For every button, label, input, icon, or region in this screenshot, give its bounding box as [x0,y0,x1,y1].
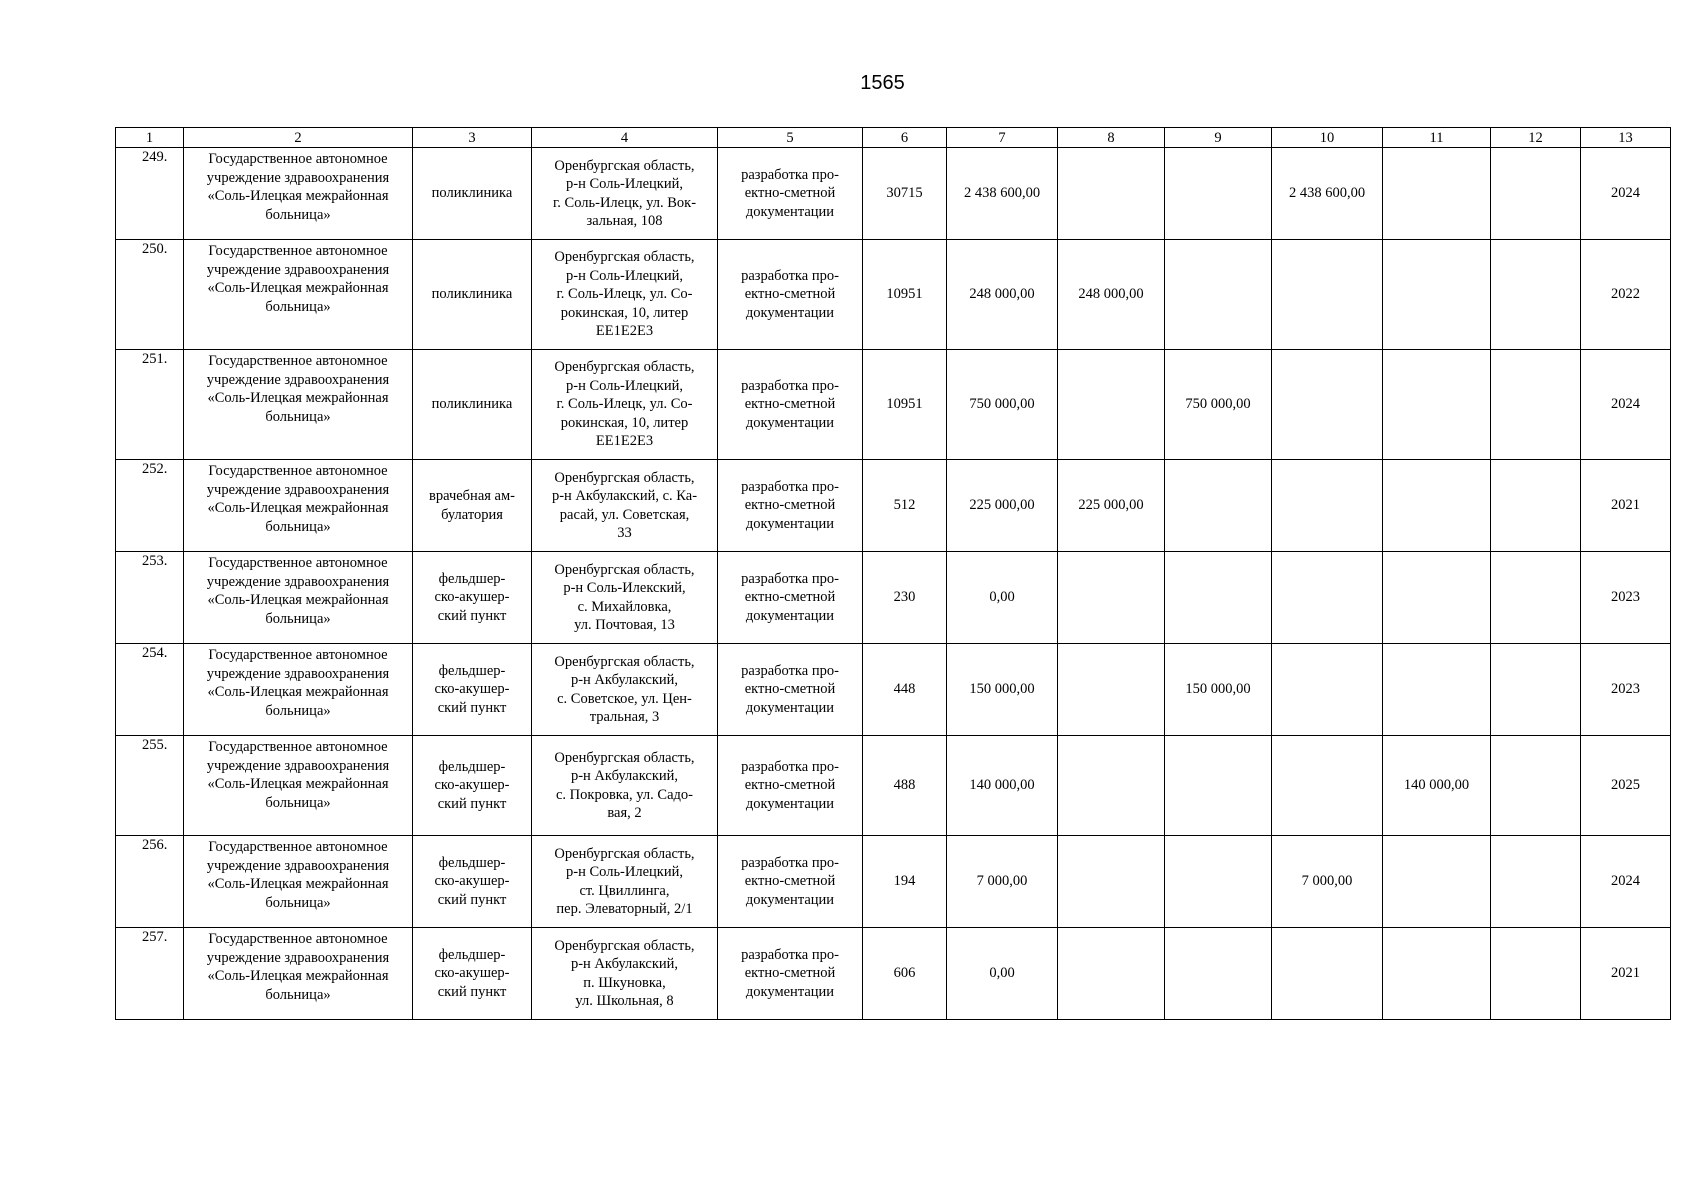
cost-col9-cell [1165,552,1272,644]
address-cell [532,928,718,1020]
cost-col11-cell [1383,148,1491,240]
work-type-cell [718,836,863,928]
year-cell [1581,148,1671,240]
cost-col8-cell [1058,240,1165,350]
work-type-cell-text: разработка про- ектно-сметной документации [741,377,839,431]
cost-col8-cell [1058,928,1165,1020]
column-header: 3 [413,128,532,148]
column-header: 2 [184,128,413,148]
cost-col10-cell [1272,836,1383,928]
cost-col8-cell [1058,460,1165,552]
table-row [116,736,1671,836]
work-type-cell-text: разработка про- ектно-сметной документации [741,662,839,716]
cost-col9-cell [1165,240,1272,350]
table-row [116,460,1671,552]
area-cell-text: 448 [893,681,916,698]
cost-col11-cell [1383,644,1491,736]
cost-col8-cell [1058,736,1165,836]
facility-type-cell-text: фельдшер- ско-акушер- ский пункт [434,758,510,812]
year-cell [1581,736,1671,836]
table-row [116,552,1671,644]
year-cell-text: 2025 [1611,777,1640,794]
cost-col8-cell [1058,552,1165,644]
work-type-cell-text: разработка про- ектно-сметной документации [741,758,839,812]
facility-type-cell-text: поликлиника [431,396,513,413]
row-number-text: 253. [142,553,168,569]
address-cell [532,460,718,552]
facility-type-cell [413,644,532,736]
cost-col12-cell [1491,928,1581,1020]
area-cell [863,928,947,1020]
cost-col9-cell [1165,350,1272,460]
organization-cell [184,552,413,644]
column-header: 13 [1581,128,1671,148]
year-cell [1581,836,1671,928]
cost-col11-cell [1383,350,1491,460]
table-header [116,128,1671,148]
cost-col11-cell [1383,928,1491,1020]
facility-type-cell-text: поликлиника [431,185,513,202]
work-type-cell [718,928,863,1020]
facility-type-cell [413,552,532,644]
organization-cell [184,836,413,928]
cost-col9-cell [1165,836,1272,928]
address-cell [532,350,718,460]
page-number: 1565 [860,72,905,94]
cost-col11-cell-text: 140 000,00 [1403,777,1470,794]
row-number [116,552,184,644]
total-cost-cell-text: 7 000,00 [976,873,1028,890]
cost-col11-cell [1383,240,1491,350]
total-cost-cell-text: 140 000,00 [969,777,1035,794]
organization-cell-text: Государственное автономное учреждение здравоохранения «Соль-Илецкая межрайонная больница» [206,555,390,627]
row-number-text: 251. [142,351,168,367]
facility-type-cell [413,240,532,350]
cost-col9-cell [1165,736,1272,836]
table-row [116,644,1671,736]
year-cell [1581,928,1671,1020]
organization-cell-text: Государственное автономное учреждение здравоохранения «Соль-Илецкая межрайонная больница» [206,739,390,811]
cost-col10-cell [1272,148,1383,240]
cost-col12-cell [1491,350,1581,460]
column-header: 6 [863,128,947,148]
year-cell-text: 2024 [1611,396,1640,413]
address-cell-text: Оренбургская область, р-н Акбулакский, с. Покровка, ул. Садо- вая, 2 [554,749,695,821]
area-cell [863,552,947,644]
cost-col8-cell [1058,148,1165,240]
cost-col11-cell [1383,460,1491,552]
area-cell [863,148,947,240]
total-cost-cell-text: 2 438 600,00 [963,185,1041,202]
work-type-cell [718,148,863,240]
facility-type-cell [413,928,532,1020]
total-cost-cell [947,736,1058,836]
facility-type-cell [413,350,532,460]
total-cost-cell [947,836,1058,928]
organization-cell [184,460,413,552]
cost-col9-cell [1165,460,1272,552]
row-number-text: 255. [142,737,168,753]
row-number-text: 250. [142,241,168,257]
table-row [116,928,1671,1020]
total-cost-cell-text: 150 000,00 [969,681,1035,698]
area-cell-text: 488 [893,777,916,794]
work-type-cell-text: разработка про- ектно-сметной документации [741,267,839,321]
row-number [116,148,184,240]
cost-col10-cell [1272,552,1383,644]
area-cell-text: 512 [893,497,916,514]
year-cell-text: 2021 [1611,965,1640,982]
cost-col10-cell [1272,240,1383,350]
facility-type-cell-text: фельдшер- ско-акушер- ский пункт [434,662,510,716]
column-header: 10 [1272,128,1383,148]
cost-col9-cell-text: 750 000,00 [1185,396,1251,413]
cost-col9-cell-text: 150 000,00 [1185,681,1251,698]
cost-col8-cell-text: 225 000,00 [1078,497,1144,514]
area-cell-text: 30715 [886,185,923,202]
facility-type-cell-text: врачебная ам- булатория [429,488,515,523]
row-number [116,836,184,928]
area-cell [863,240,947,350]
row-number-text: 257. [142,929,168,945]
row-number-text: 254. [142,645,168,661]
year-cell [1581,350,1671,460]
address-cell-text: Оренбургская область, р-н Соль-Илецкий, г. Соль-Илецк, ул. Со- рокинская, 10, литер ЕЕ1Е2Е3 [554,249,695,340]
area-cell [863,350,947,460]
work-type-cell-text: разработка про- ектно-сметной документации [741,478,839,532]
cost-col11-cell [1383,836,1491,928]
year-cell-text: 2024 [1611,185,1640,202]
total-cost-cell-text: 0,00 [989,589,1015,606]
registry-table [115,127,1671,1020]
area-cell-text: 230 [893,589,916,606]
work-type-cell-text: разработка про- ектно-сметной документации [741,166,839,220]
address-cell [532,552,718,644]
column-header: 1 [116,128,184,148]
cost-col12-cell [1491,644,1581,736]
address-cell-text: Оренбургская область, р-н Соль-Илецкий, г. Соль-Илецк, ул. Вок- зальная, 108 [552,157,697,229]
cost-col8-cell [1058,836,1165,928]
row-number [116,644,184,736]
year-cell-text: 2022 [1611,286,1640,303]
work-type-cell-text: разработка про- ектно-сметной документации [741,570,839,624]
organization-cell-text: Государственное автономное учреждение здравоохранения «Соль-Илецкая межрайонная больница» [206,353,390,425]
address-cell [532,836,718,928]
total-cost-cell [947,148,1058,240]
cost-col12-cell [1491,148,1581,240]
column-header: 5 [718,128,863,148]
address-cell-text: Оренбургская область, р-н Акбулакский, с. Советское, ул. Цен- тральная, 3 [554,653,695,725]
year-cell-text: 2024 [1611,873,1640,890]
cost-col9-cell [1165,928,1272,1020]
year-cell-text: 2023 [1611,589,1640,606]
year-cell-text: 2021 [1611,497,1640,514]
column-header: 11 [1383,128,1491,148]
column-header: 9 [1165,128,1272,148]
organization-cell [184,928,413,1020]
total-cost-cell [947,240,1058,350]
row-number-text: 249. [142,149,168,165]
total-cost-cell [947,460,1058,552]
row-number [116,350,184,460]
facility-type-cell-text: фельдшер- ско-акушер- ский пункт [434,570,510,624]
organization-cell [184,148,413,240]
cost-col12-cell [1491,836,1581,928]
address-cell-text: Оренбургская область, р-н Соль-Илецкий, г. Соль-Илецк, ул. Со- рокинская, 10, литер ЕЕ1Е2Е3 [554,359,695,450]
table-row [116,350,1671,460]
work-type-cell [718,644,863,736]
area-cell-text: 194 [893,873,916,890]
column-header: 12 [1491,128,1581,148]
area-cell-text: 606 [893,965,916,982]
address-cell-text: Оренбургская область, р-н Соль-Илецкий, ст. Цвиллинга, пер. Элеваторный, 2/1 [554,845,695,917]
area-cell-text: 10951 [886,286,923,303]
organization-cell-text: Государственное автономное учреждение здравоохранения «Соль-Илецкая межрайонная больница» [206,151,390,223]
work-type-cell [718,552,863,644]
table-row [116,836,1671,928]
cost-col12-cell [1491,736,1581,836]
year-cell [1581,552,1671,644]
organization-cell-text: Государственное автономное учреждение здравоохранения «Соль-Илецкая межрайонная больница» [206,463,390,535]
work-type-cell [718,240,863,350]
year-cell [1581,460,1671,552]
address-cell-text: Оренбургская область, р-н Акбулакский, п. Шкуновка, ул. Школьная, 8 [554,937,695,1009]
area-cell-text: 10951 [886,396,923,413]
work-type-cell [718,460,863,552]
work-type-cell-text: разработка про- ектно-сметной документации [741,946,839,1000]
cost-col12-cell [1491,460,1581,552]
table-row [116,240,1671,350]
row-number [116,928,184,1020]
address-cell [532,644,718,736]
cost-col10-cell-text: 7 000,00 [1301,873,1353,890]
row-number-text: 256. [142,837,168,853]
organization-cell [184,644,413,736]
column-header: 4 [532,128,718,148]
year-cell [1581,240,1671,350]
cost-col8-cell [1058,644,1165,736]
year-cell [1581,644,1671,736]
facility-type-cell-text: фельдшер- ско-акушер- ский пункт [434,854,510,908]
total-cost-cell [947,644,1058,736]
header-row [116,128,1671,148]
total-cost-cell-text: 248 000,00 [969,286,1035,303]
cost-col11-cell [1383,736,1491,836]
total-cost-cell-text: 750 000,00 [969,396,1035,413]
row-number [116,460,184,552]
cost-col8-cell [1058,350,1165,460]
cost-col8-cell-text: 248 000,00 [1078,286,1144,303]
organization-cell-text: Государственное автономное учреждение здравоохранения «Соль-Илецкая межрайонная больница» [206,931,390,1003]
total-cost-cell [947,928,1058,1020]
work-type-cell-text: разработка про- ектно-сметной документации [741,854,839,908]
address-cell-text: Оренбургская область, р-н Соль-Илекский, с. Михайловка, ул. Почтовая, 13 [554,561,695,633]
organization-cell-text: Государственное автономное учреждение здравоохранения «Соль-Илецкая межрайонная больница» [206,839,390,911]
cost-col12-cell [1491,240,1581,350]
cost-col12-cell [1491,552,1581,644]
total-cost-cell-text: 225 000,00 [969,497,1035,514]
facility-type-cell [413,148,532,240]
area-cell [863,836,947,928]
facility-type-cell [413,836,532,928]
organization-cell-text: Государственное автономное учреждение здравоохранения «Соль-Илецкая межрайонная больница» [206,243,390,315]
row-number-text: 252. [142,461,168,477]
cost-col10-cell-text: 2 438 600,00 [1288,185,1366,202]
table-body [116,148,1671,1020]
facility-type-cell [413,460,532,552]
work-type-cell [718,350,863,460]
address-cell [532,148,718,240]
cost-col9-cell [1165,644,1272,736]
cost-col11-cell [1383,552,1491,644]
work-type-cell [718,736,863,836]
organization-cell [184,736,413,836]
year-cell-text: 2023 [1611,681,1640,698]
address-cell [532,240,718,350]
cost-col10-cell [1272,460,1383,552]
organization-cell [184,240,413,350]
total-cost-cell [947,350,1058,460]
facility-type-cell [413,736,532,836]
cost-col10-cell [1272,928,1383,1020]
area-cell [863,736,947,836]
total-cost-cell-text: 0,00 [989,965,1015,982]
facility-type-cell-text: фельдшер- ско-акушер- ский пункт [434,946,510,1000]
organization-cell-text: Государственное автономное учреждение здравоохранения «Соль-Илецкая межрайонная больница» [206,647,390,719]
table-row [116,148,1671,240]
cost-col10-cell [1272,350,1383,460]
row-number [116,240,184,350]
row-number [116,736,184,836]
total-cost-cell [947,552,1058,644]
column-header: 8 [1058,128,1165,148]
column-header: 7 [947,128,1058,148]
cost-col10-cell [1272,644,1383,736]
area-cell [863,460,947,552]
address-cell-text: Оренбургская область, р-н Акбулакский, с. Ка- расай, ул. Советская, 33 [551,469,698,541]
facility-type-cell-text: поликлиника [431,286,513,303]
address-cell [532,736,718,836]
organization-cell [184,350,413,460]
area-cell [863,644,947,736]
cost-col10-cell [1272,736,1383,836]
cost-col9-cell [1165,148,1272,240]
